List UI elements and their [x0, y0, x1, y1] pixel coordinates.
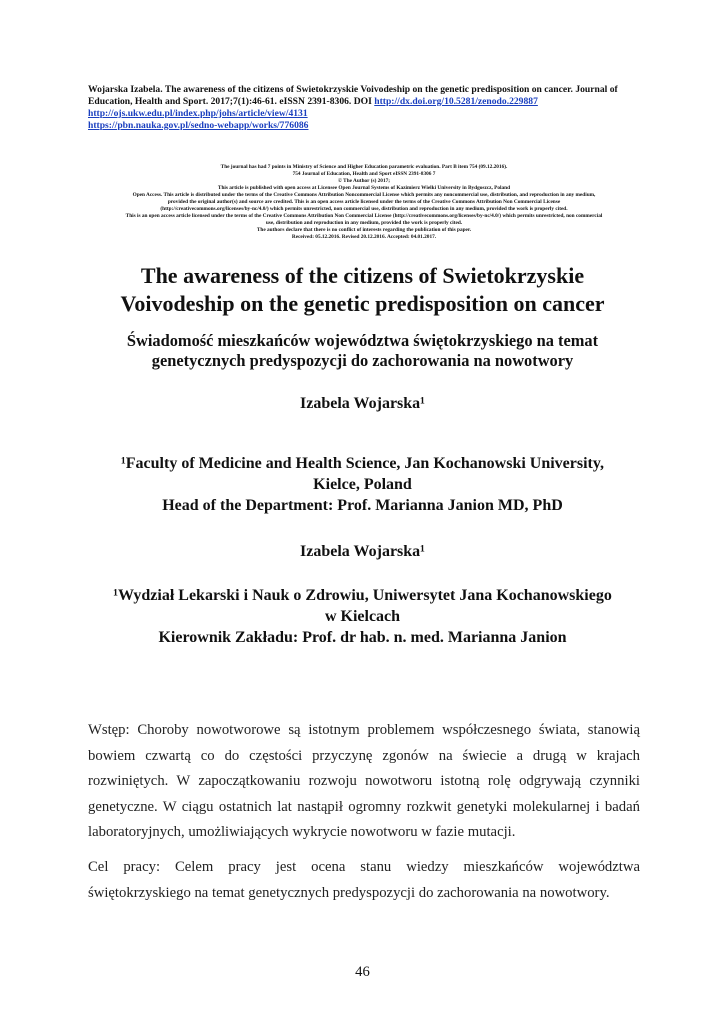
author-name-polish: Izabela Wojarska¹ — [300, 543, 425, 560]
notice-line: The authors declare that there is no conflict of interests regarding the publication of this paper. — [256, 227, 472, 233]
notice-line: Received: 05.12.2016. Revised 20.12.2016. Accepted: 04.01.2017. — [291, 234, 437, 240]
abstract-line: Wstęp: Choroby nowotworowe są istotnym problemem współczesnego świata, stanowią — [88, 722, 640, 738]
affiliation-pl-line-1: ¹Wydział Lekarski i Nauk o Zdrowiu, Uniwersytet Jana Kochanowskiego — [113, 587, 612, 604]
affiliation-pl-line-3: Kierownik Zakładu: Prof. dr hab. n. med. Marianna Janion — [158, 629, 567, 646]
citation-line-2-text: Education, Health and Sport. 2017;7(1):46-61. eISSN 2391-8306. DOI — [88, 96, 375, 107]
citation-line-1: Wojarska Izabela. The awareness of the citizens of Swietokrzyskie Voivodeship on the genetic predisposition on cancer. Journal of — [88, 84, 618, 95]
citation-line-3 — [88, 108, 640, 120]
abstract-line: rozwiniętych. W zapoczątkowaniu rozwoju nowotworu istotną rolę odgrywają czynniki — [88, 773, 640, 789]
doi-link[interactable]: http://dx.doi.org/10.5281/zenodo.229887 — [374, 96, 538, 107]
abstract-line: Cel pracy: Celem pracy jest ocena stanu wiedzy mieszkańców województwa — [88, 859, 640, 875]
abstract-line: laboratoryjnych, umożliwiających wykrycie nowotworu w fazie mutacji. — [88, 824, 516, 840]
citation-block — [88, 84, 640, 132]
notice-line: This article is published with open access at Licensee Open Journal Systems of Kazimierz Wielki University in Bydgoszcz, Poland — [217, 185, 511, 191]
citation-line-4 — [88, 120, 640, 132]
abstract-line: genetyczne. W ciągu ostatnich lat nastąpił ogromny rozkwit genetyki molekularnej i badań — [88, 798, 640, 815]
affiliation-pl-line-2: w Kielcach — [324, 608, 401, 625]
notice-line: use, distribution and reproduction in any medium, provided the work is properly cited. — [265, 220, 463, 226]
affiliation-english — [40, 453, 685, 516]
title-line-2: Voivodeship on the genetic predisposition on cancer — [120, 291, 605, 316]
citation-line-2 — [88, 96, 640, 108]
journal-article-link[interactable]: http://ojs.ukw.edu.pl/index.php/johs/article/view/4131 — [88, 108, 308, 119]
notice-line: (http://creativecommons.org/licenses/by-nc/4.0/) which permits unrestricted, non commercial use, distribution and reproduction in any medium, provided the work is properly cited. — [160, 206, 568, 212]
notice-line: © The Author (s) 2017; — [337, 178, 391, 184]
notice-line: The journal has had 7 points in Ministry of Science and Higher Education parametric evaluation. Part B item 754 (09.12.2016). — [220, 164, 508, 170]
affiliation-polish — [40, 585, 685, 648]
abstract-line: świętokrzyskiego na temat genetycznych predyspozycji do zachorowania na nowotwory. — [88, 884, 610, 901]
paper-subtitle-polish — [60, 331, 665, 371]
notice-line: Open Access. This article is distributed under the terms of the Creative Commons Attribution Noncommercial License which permits any noncommercial use, distribution, and reproduction in any medium, — [132, 192, 596, 198]
abstract-aim — [88, 855, 640, 906]
paper-title — [60, 262, 665, 318]
notice-line: provided the original author(s) and source are credited. This is an open access article licensed under the terms of the Creative Commons Attribution Non Commercial License — [167, 199, 561, 205]
affiliation-en-line-1: ¹Faculty of Medicine and Health Science, Jan Kochanowski University, — [120, 455, 604, 472]
subtitle-line-2: genetycznych predyspozycji do zachorowania na nowotwory — [151, 351, 574, 370]
notice-line: This is an open access article licensed under the terms of the Creative Commons Attribution Non Commercial License (http://creativecommons.org/licenses/by-nc/4.0/) which permits unrestricted, non commercial — [125, 213, 603, 219]
license-notice — [86, 164, 642, 241]
subtitle-line-1: Świadomość mieszkańców województwa świętokrzyskiego na temat — [126, 331, 599, 350]
abstract-introduction — [88, 718, 640, 846]
notice-line: 754 Journal of Education, Health and Sport eISSN 2391-8306 7 — [292, 171, 436, 177]
affiliation-en-line-3: Head of the Department: Prof. Marianna Janion MD, PhD — [162, 497, 563, 514]
affiliation-en-line-2: Kielce, Poland — [313, 476, 412, 493]
author-name-english: Izabela Wojarska¹ — [300, 395, 425, 412]
pbn-works-link[interactable]: https://pbn.nauka.gov.pl/sedno-webapp/works/776086 — [88, 120, 309, 131]
title-line-1: The awareness of the citizens of Swietokrzyskie — [140, 263, 585, 288]
abstract-line: bowiem czwartą co do częstości przyczynę zgonów na świecie a drugą w krajach — [88, 747, 640, 764]
page-number: 46 — [355, 964, 370, 980]
